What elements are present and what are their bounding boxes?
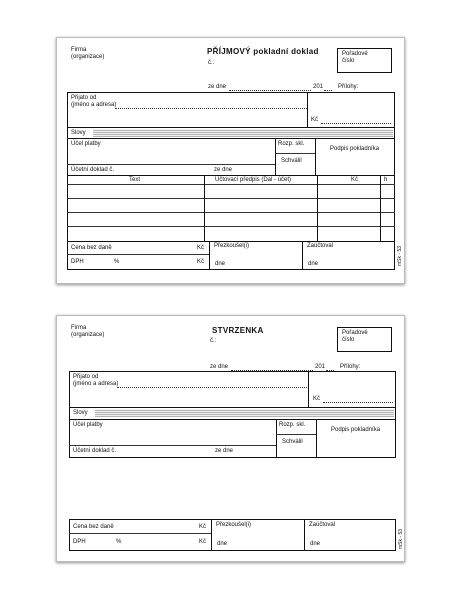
table-col-divider (317, 175, 318, 241)
checked-date-label: dne (217, 541, 228, 547)
kc-label: Kč (313, 396, 321, 402)
form-title: PŘÍJMOVÝ pokladní doklad (207, 47, 319, 56)
vat-label: DPH (73, 539, 86, 545)
posted-date-label: dne (310, 541, 321, 547)
accounting-doc-label: Účetní doklad č. (73, 448, 117, 454)
table-row-line (67, 226, 395, 227)
order-number-label: Pořadové (342, 51, 368, 57)
year-label: 201 (313, 84, 324, 90)
sign-divider (315, 138, 316, 175)
price-kc-label: Kč (199, 524, 207, 530)
year-field[interactable] (324, 90, 332, 91)
divider-purpose (69, 419, 396, 420)
price-no-vat-label: Cena bez daně (71, 245, 112, 251)
name-address-field[interactable] (117, 387, 307, 388)
price-kc-label: Kč (197, 245, 205, 251)
cashier-sign-label: Podpis pokladníka (331, 427, 381, 433)
posted-date-label: dne (308, 261, 319, 267)
year-label: 201 (315, 364, 326, 370)
table-header-posting: Účtovací předpis (Dal - účet) (215, 177, 292, 183)
table-row-line (67, 212, 395, 213)
vat-divider (67, 254, 209, 255)
accounting-date-label: ze dne (215, 448, 234, 454)
number-label: č.: (208, 60, 215, 66)
price-no-vat-label: Cena bez daně (73, 524, 114, 530)
purpose-label: Účel platby (71, 141, 101, 147)
rozp-skl-label: Rozp. skl. (278, 141, 305, 147)
attachments-label: Přílohy: (338, 84, 359, 90)
checked-by-label: Přezkoušel(i) (216, 522, 252, 528)
table-col-divider (204, 175, 205, 241)
table-header-line (67, 184, 395, 185)
company-label: Firma (71, 325, 87, 331)
table-header-h: h (384, 177, 388, 183)
rozp-skl-label: Rozp. skl. (279, 422, 306, 428)
checked-date-label: dne (215, 261, 226, 267)
vat-divider (69, 533, 211, 534)
approved-label: Schválil (281, 158, 302, 164)
table-top (67, 175, 395, 176)
rozp-divider (276, 419, 277, 458)
table-col-divider (380, 175, 381, 241)
divider-purpose (67, 138, 395, 139)
date-label: ze dne (208, 84, 227, 90)
footer-top (67, 241, 395, 242)
purpose-label: Účel platby (73, 422, 103, 428)
form-code: mSk - 53 (397, 245, 403, 266)
vat-kc-label: Kč (199, 539, 207, 545)
form-title: STVRZENKA (212, 326, 264, 335)
footer-divider (304, 519, 305, 551)
receipt-form-stvrzenka (56, 315, 405, 562)
divider-words (67, 127, 395, 128)
vat-percent-label: % (116, 539, 122, 545)
accounting-date-label: ze dne (214, 167, 233, 173)
form-code: mSk - 53 (398, 528, 404, 549)
approved-label: Schválil (282, 439, 303, 445)
sign-divider (316, 419, 317, 458)
checked-by-label: Přezkoušel(i) (214, 243, 250, 249)
received-from-label: Přijato od (73, 374, 99, 380)
amount-divider (308, 371, 309, 407)
rozp-under (276, 434, 316, 435)
attachments-label: Přílohy: (340, 364, 361, 370)
footer-divider (209, 241, 210, 270)
rozp-divider (275, 138, 276, 175)
posted-by-label: Zaúčtoval (309, 522, 336, 528)
amount-divider (307, 92, 308, 127)
divider-accounting (67, 164, 275, 165)
date-label: ze dne (210, 364, 229, 370)
company-sub-label: (organizace) (71, 54, 105, 60)
received-from-label: Přijato od (71, 95, 97, 101)
words-label: Slovy (71, 130, 86, 136)
order-number-label-2: číslo (342, 337, 355, 343)
date-field[interactable] (229, 90, 311, 91)
order-number-label-2: číslo (342, 58, 355, 64)
table-header-text: Text (129, 177, 141, 183)
words-label: Slovy (73, 410, 88, 416)
number-label: č.: (210, 338, 217, 344)
divider-accounting (69, 445, 276, 446)
table-header-kc: Kč (351, 177, 359, 183)
amount-field[interactable] (321, 123, 391, 124)
words-field[interactable] (95, 409, 394, 417)
words-field[interactable] (93, 129, 393, 137)
company-label: Firma (71, 47, 87, 53)
receipt-form-income (56, 37, 405, 284)
posted-by-label: Zaúčtoval (307, 243, 334, 249)
vat-label: DPH (71, 259, 84, 265)
company-sub-label: (organizace) (71, 332, 105, 338)
name-address-field[interactable] (115, 108, 307, 109)
footer-divider (211, 519, 212, 551)
accounting-doc-label: Účetní doklad č. (71, 167, 115, 173)
kc-label: Kč (311, 117, 319, 123)
rozp-under (275, 153, 315, 154)
table-row-line (67, 198, 395, 199)
vat-kc-label: Kč (197, 259, 205, 265)
footer-divider (302, 241, 303, 270)
amount-field[interactable] (323, 402, 393, 403)
name-address-label: (jméno a adresa) (71, 102, 117, 108)
order-number-label: Pořadové (342, 330, 368, 336)
divider-words (69, 407, 396, 408)
vat-percent-label: % (114, 259, 120, 265)
name-address-label: (jméno a adresa) (73, 381, 119, 387)
cashier-sign-label: Podpis pokladníka (330, 146, 380, 152)
